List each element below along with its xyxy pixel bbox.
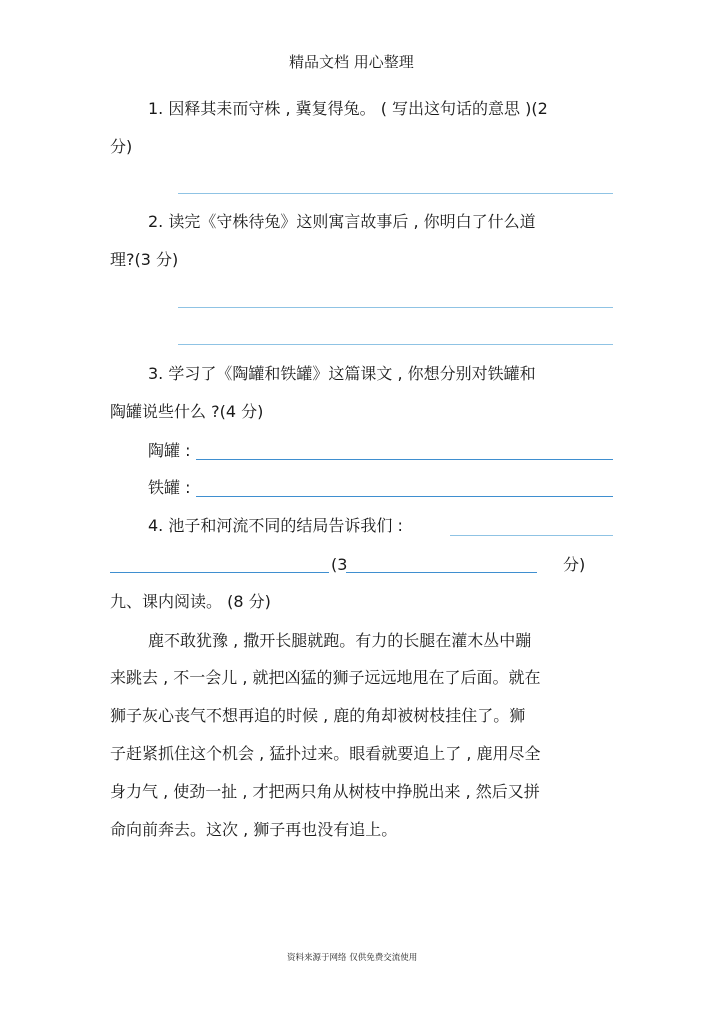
answer-line-q1[interactable] bbox=[178, 193, 613, 194]
answer-line-q2-1[interactable] bbox=[178, 307, 613, 308]
question-1-text-cont: 分) bbox=[110, 137, 133, 156]
passage-line: 来跳去 , 不一会儿 , 就把凶猛的狮子远远地甩在了后面。就在 bbox=[110, 668, 541, 687]
label-tieguan: 铁罐 : bbox=[148, 478, 191, 497]
passage-line: 鹿不敢犹豫 , 撒开长腿就跑。有力的长腿在灌木丛中蹦 bbox=[148, 631, 532, 650]
label-taoguan: 陶罐 : bbox=[148, 441, 191, 460]
answer-line-q4-2a[interactable] bbox=[110, 572, 329, 573]
question-4-text: 4. 池子和河流不同的结局告诉我们 : bbox=[148, 516, 403, 535]
page-footer: 资料来源于网络 仅供免费交流使用 bbox=[287, 953, 418, 963]
question-1-text: 1. 因释其耒而守株 , 冀复得兔。 ( 写出这句话的意思 )(2 bbox=[148, 99, 548, 118]
answer-line-tieguan[interactable] bbox=[196, 496, 613, 497]
question-3-text: 3. 学习了《陶罐和铁罐》这篇课文 , 你想分别对铁罐和 bbox=[148, 364, 536, 383]
question-2-text: 2. 读完《守株待兔》这则寓言故事后 , 你明白了什么道 bbox=[148, 212, 536, 231]
answer-line-q2-2[interactable] bbox=[178, 344, 613, 345]
page-header-title: 精品文档 用心整理 bbox=[289, 53, 414, 71]
question-3-text-cont: 陶罐说些什么 ?(4 分) bbox=[110, 402, 264, 421]
passage-line: 命向前奔去。这次 , 狮子再也没有追上。 bbox=[110, 820, 398, 839]
question-2-text-cont: 理?(3 分) bbox=[110, 250, 179, 269]
passage-line: 狮子灰心丧气不想再追的时候 , 鹿的角却被树枝挂住了。狮 bbox=[110, 706, 526, 725]
section-9-title: 九、课内阅读。 (8 分) bbox=[110, 592, 271, 611]
passage-line: 子赶紧抓住这个机会 , 猛扑过来。眼看就要追上了 , 鹿用尽全 bbox=[110, 744, 541, 763]
answer-line-taoguan[interactable] bbox=[196, 459, 613, 460]
answer-line-q4-1[interactable] bbox=[450, 535, 613, 536]
question-4-score-close: 分) bbox=[563, 555, 586, 574]
question-4-score-open: (3 bbox=[331, 555, 348, 574]
answer-line-q4-2b[interactable] bbox=[346, 572, 537, 573]
passage-line: 身力气 , 使劲一扯 , 才把两只角从树枝中挣脱出来 , 然后又拼 bbox=[110, 782, 540, 801]
